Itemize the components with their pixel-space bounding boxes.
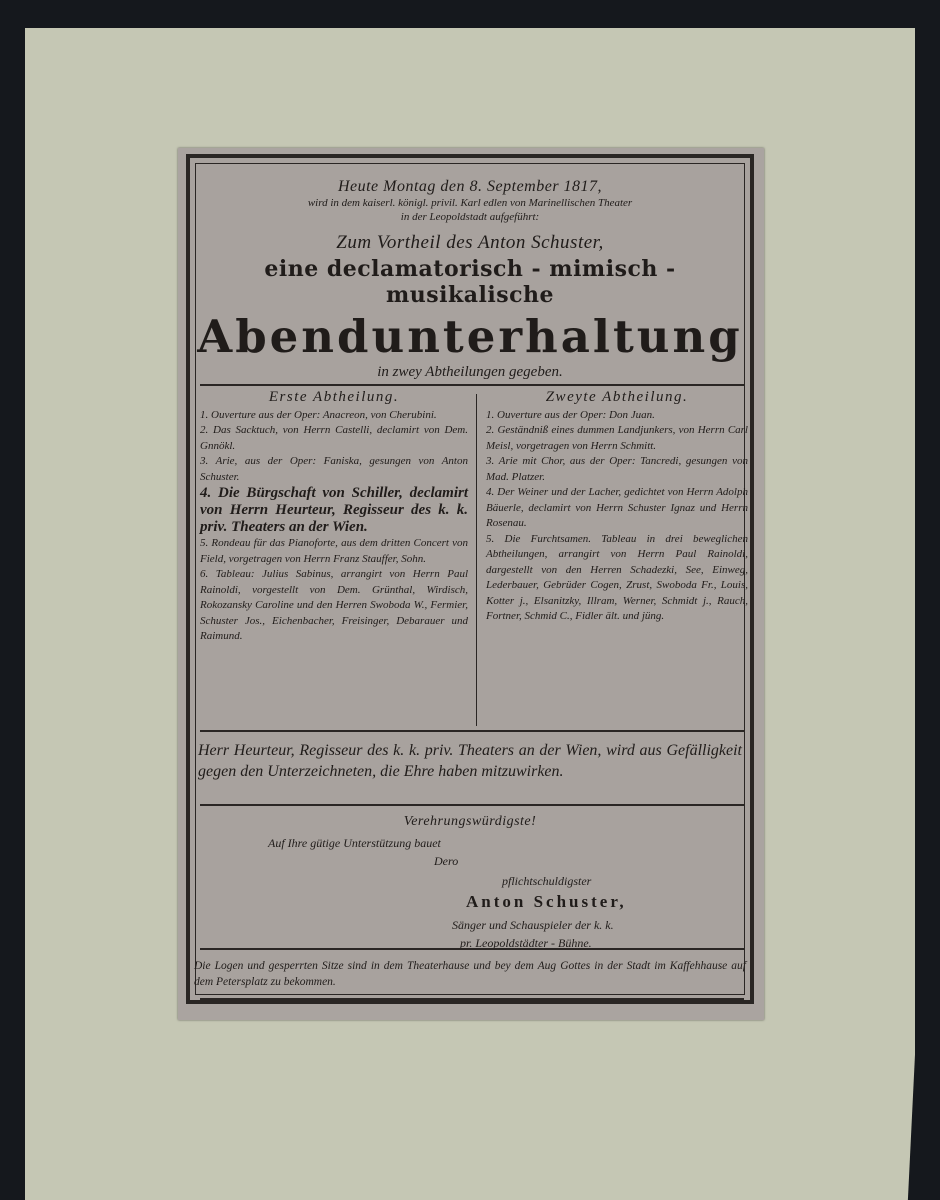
program-item: 1. Ouverture aus der Oper: Don Juan. [486,408,655,421]
program-item-highlight: 4. Die Bürgschaft von Schiller, declamirt von Herrn Heurteur, Regisseur des k. k. priv. Theaters an der Wien. [200,485,468,535]
program-columns [200,389,748,728]
main-title: Abendunterhaltung [197,310,743,363]
program-item: 2. Das Sacktuch, von Herrn Castelli, declamirt von Dem. Gnnökl. [200,424,468,452]
salutation: Verehrungswürdigste! [403,814,537,829]
program-item: 3. Arie mit Chor, aus der Oper: Tancredi, gesungen von Mad. Platzer. [486,455,748,483]
signatory-role-2: pr. Leopoldstädter - Bühne. [460,936,592,950]
rule-below-footer [200,998,744,1000]
closing-line-2: Dero [434,854,459,868]
date-line: Heute Montag den 8. September 1817, [337,178,603,195]
genre-line: eine declamatorisch - mimisch - musikalische [264,256,676,308]
program-item: 1. Ouverture aus der Oper: Anacreon, von Cherubini. [200,408,437,421]
ticket-notice: Die Logen und gesperrten Sitze sind in dem Theaterhause und bey dem Aug Gottes in der Stadt im Kaffehhause auf dem Petersplatz zu bekommen. [194,960,746,988]
signatory-role-1: Sänger und Schauspieler der k. k. [452,918,614,932]
playbill [178,148,764,1020]
program-item: 4. Der Weiner und der Lacher, gedichtet von Herrn Adolph Bäuerle, declamirt von Herrn Schuster Ignaz und Herrn Rosenau. [486,486,748,529]
closing-line-3: pflichtschuldigster [502,874,592,888]
playbill-border [186,154,754,1004]
rule-above-program [200,384,744,386]
rule-above-footer [200,948,744,950]
playbill-header [190,178,750,381]
program-item: 2. Geständniß eines dummen Landjunkers, von Herrn Carl Meisl, vorgetragen von Herrn Schmitt. [486,424,748,452]
second-part-column [486,390,748,625]
theatre-line-2: in der Leopoldstadt aufgeführt: [400,211,540,223]
rule-above-closing [200,804,744,806]
second-part-heading: Zweyte Abtheilung. [545,389,689,405]
closing-line-1: Auf Ihre gütige Unterstützung bauet [268,836,441,850]
participation-notice: Herr Heurteur, Regisseur des k. k. priv. Theaters an der Wien, wird aus Gefälligkeit gegen den Unterzeichneten, die Ehre haben mitzuwirken. [198,742,742,780]
first-part-column [200,390,468,645]
parts-line: in zwey Abtheilungen gegeben. [377,364,563,380]
program-item: 5. Die Furchtsamen. Tableau in drei beweglichen Abtheilungen, arrangirt von Herrn Paul Rainoldi, dargestellt von den Herren Schadezki, See, Einweg, Lederbauer, Gebrüder Cogen, Zrust, Swoboda Fr., Louis, Kotter j., Elsanitzky, Illram, Werner, Schmidt j., Rauch, Fortner, Schmid C., Fidler ält. und jüng. [486,532,748,622]
rule-above-notice [200,730,744,732]
program-item: 3. Arie, aus der Oper: Faniska, gesungen von Anton Schuster. [200,455,468,483]
program-item: 5. Rondeau für das Pianoforte, aus dem dritten Concert von Field, vorgetragen von Herrn Franz Stauffer, Sohn. [200,537,468,565]
theatre-line-1: wird in dem kaiserl. königl. privil. Karl edlen von Marinellischen Theater [307,197,633,209]
first-part-heading: Erste Abtheilung. [268,389,400,405]
signatory-name: Anton Schuster, [466,892,627,911]
column-divider [476,394,477,726]
program-item: 6. Tableau: Julius Sabinus, arrangirt von Herrn Paul Rainoldi, vorgestellt von Dem. Grünthal, Wirdisch, Rokozansky Caroline und den Herren Swoboda W., Fermier, Schuster Jos., Eichenbacher, Freisinger, Debarauer und Raimund. [200,568,468,642]
closing-signature [190,814,750,950]
benefit-line: Zum Vortheil des Anton Schuster, [336,232,604,253]
